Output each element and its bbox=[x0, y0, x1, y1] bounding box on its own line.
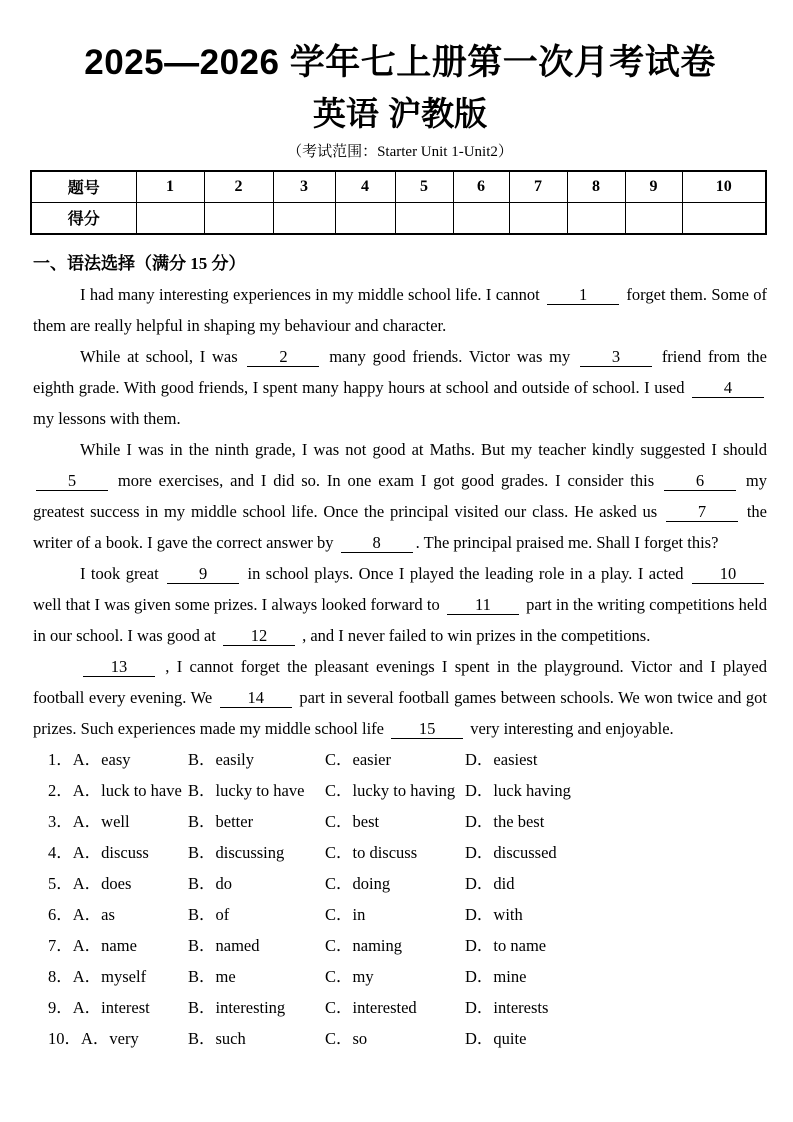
cloze-blank: 15 bbox=[391, 719, 463, 739]
option-choice: 5．A．does bbox=[48, 873, 132, 893]
score-cell bbox=[335, 202, 395, 234]
option-choice: B．better bbox=[188, 811, 254, 831]
option-choice: 8．A．myself bbox=[48, 966, 147, 986]
option-row bbox=[48, 992, 767, 1023]
cloze-blank: 2 bbox=[247, 347, 319, 367]
option-row bbox=[48, 775, 767, 806]
option-row bbox=[48, 837, 767, 868]
score-cell bbox=[453, 202, 509, 234]
option-choice: 3．A．well bbox=[48, 811, 130, 831]
page-subtitle: 英语 沪教版 bbox=[312, 95, 488, 132]
option-choice: D．easiest bbox=[465, 749, 538, 769]
option-choice: C．my bbox=[325, 966, 374, 986]
score-row bbox=[31, 202, 766, 234]
option-choice: 2．A．luck to have bbox=[48, 780, 182, 800]
cloze-passage bbox=[33, 279, 767, 744]
option-choice: 6．A．as bbox=[48, 904, 115, 924]
cloze-blank: 13 bbox=[83, 657, 155, 677]
option-choice: D．to name bbox=[465, 935, 547, 955]
option-choice: C．naming bbox=[325, 935, 402, 955]
option-choice: D．the best bbox=[465, 811, 545, 831]
option-choice: D．did bbox=[465, 873, 515, 893]
option-choice: D．interests bbox=[465, 997, 549, 1017]
passage-paragraph: 13 , I cannot forget the pleasant evenings I spent in the playground. Victor and I played football every evening. We 14 part in several football games between schools. We won twice and got prizes. Such experiences made my middle school life 15 very interesting and enjoyable. bbox=[33, 656, 767, 738]
option-choice: C．doing bbox=[325, 873, 391, 893]
exam-scope-note: （考试范围：Starter Unit 1-Unit2） bbox=[287, 143, 513, 160]
passage-paragraph: I took great 9 in school plays. Once I played the leading role in a play. I acted 10 well that I was given some prizes. I always looked forward to 11 part in the writing competitions held in our school. I was good at 12 , and I never failed to win prizes in the competitions. bbox=[33, 563, 767, 645]
cloze-blank: 6 bbox=[664, 471, 736, 491]
cloze-blank: 5 bbox=[36, 471, 108, 491]
option-choice: C．best bbox=[325, 811, 380, 831]
section-heading: 一、语法选择（满分 15 分） bbox=[33, 253, 246, 273]
cloze-blank: 14 bbox=[220, 688, 292, 708]
score-cell bbox=[395, 202, 453, 234]
page-title: 2025—2026 学年七上册第一次月考试卷 bbox=[84, 43, 716, 82]
question-number-cell: 1 bbox=[136, 171, 204, 203]
option-choice: B．such bbox=[188, 1028, 246, 1048]
option-choice: B．discussing bbox=[188, 842, 285, 862]
cloze-blank: 9 bbox=[167, 564, 239, 584]
cloze-blank: 8 bbox=[341, 533, 413, 553]
option-choice: B．me bbox=[188, 966, 236, 986]
option-choice: B．lucky to have bbox=[188, 780, 305, 800]
option-row bbox=[48, 899, 767, 930]
score-cell bbox=[509, 202, 567, 234]
option-choice: B．interesting bbox=[188, 997, 286, 1017]
score-cell bbox=[567, 202, 625, 234]
score-label: 得分 bbox=[31, 202, 136, 234]
option-choice: D．quite bbox=[465, 1028, 527, 1048]
option-choice: 4．A．discuss bbox=[48, 842, 149, 862]
option-choice: D．mine bbox=[465, 966, 527, 986]
option-choice: D．with bbox=[465, 904, 523, 924]
option-row bbox=[48, 868, 767, 899]
question-number-cell: 9 bbox=[625, 171, 682, 203]
cloze-blank: 4 bbox=[692, 378, 764, 398]
question-number-row bbox=[31, 171, 766, 203]
option-choice: D．luck having bbox=[465, 780, 571, 800]
question-number-cell: 8 bbox=[567, 171, 625, 203]
question-number-cell: 7 bbox=[509, 171, 567, 203]
question-number-cell: 4 bbox=[335, 171, 395, 203]
option-row bbox=[48, 1023, 767, 1054]
option-choice: B．named bbox=[188, 935, 260, 955]
option-choice: C．lucky to having bbox=[325, 780, 456, 800]
option-choice: B．easily bbox=[188, 749, 254, 769]
question-number-cell: 3 bbox=[273, 171, 335, 203]
passage-paragraph: While I was in the ninth grade, I was not good at Maths. But my teacher kindly suggested I should 5 more exercises, and I did so. In one exam I got good grades. I consider this 6 my greatest success in my middle school life. Once the principal visited our class. He asked us 7 the writer of a book. I gave the correct answer by 8 . The principal praised me. Shall I forget this? bbox=[33, 439, 767, 552]
option-choice: 1．A．easy bbox=[48, 749, 131, 769]
cloze-blank: 7 bbox=[666, 502, 738, 522]
cloze-blank: 3 bbox=[580, 347, 652, 367]
score-cell bbox=[136, 202, 204, 234]
option-choice: B．of bbox=[188, 904, 230, 924]
cloze-blank: 11 bbox=[447, 595, 519, 615]
option-row bbox=[48, 744, 767, 775]
question-number-cell: 10 bbox=[682, 171, 766, 203]
score-cell bbox=[682, 202, 766, 234]
passage-paragraph: While at school, I was 2 many good friends. Victor was my 3 friend from the eighth grade. With good friends, I spent many happy hours at school and outside of school. I used 4 my lessons with them. bbox=[33, 346, 767, 428]
score-cell bbox=[273, 202, 335, 234]
question-number-cell: 5 bbox=[395, 171, 453, 203]
cloze-blank: 12 bbox=[223, 626, 295, 646]
question-number-cell: 6 bbox=[453, 171, 509, 203]
option-choice: C．interested bbox=[325, 997, 417, 1017]
cloze-blank: 1 bbox=[547, 285, 619, 305]
option-row bbox=[48, 806, 767, 837]
score-cell bbox=[204, 202, 273, 234]
option-row bbox=[48, 930, 767, 961]
option-choice: C．so bbox=[325, 1028, 368, 1048]
option-choice: B．do bbox=[188, 873, 233, 893]
option-choice: C．to discuss bbox=[325, 842, 418, 862]
option-choice: C．in bbox=[325, 904, 366, 924]
option-choice: 10．A．very bbox=[48, 1028, 139, 1048]
score-cell bbox=[625, 202, 682, 234]
option-choice: D．discussed bbox=[465, 842, 557, 862]
cloze-blank: 10 bbox=[692, 564, 764, 584]
question-number-cell: 2 bbox=[204, 171, 273, 203]
option-choice: 7．A．name bbox=[48, 935, 137, 955]
option-choice: C．easier bbox=[325, 749, 391, 769]
option-choice: 9．A．interest bbox=[48, 997, 150, 1017]
question-number-label: 题号 bbox=[31, 171, 136, 203]
option-row bbox=[48, 961, 767, 992]
passage-paragraph: I had many interesting experiences in my middle school life. I cannot 1 forget them. Some of them are really helpful in shaping my behaviour and character. bbox=[33, 284, 768, 335]
score-table bbox=[30, 170, 767, 235]
options-list bbox=[48, 744, 767, 1054]
